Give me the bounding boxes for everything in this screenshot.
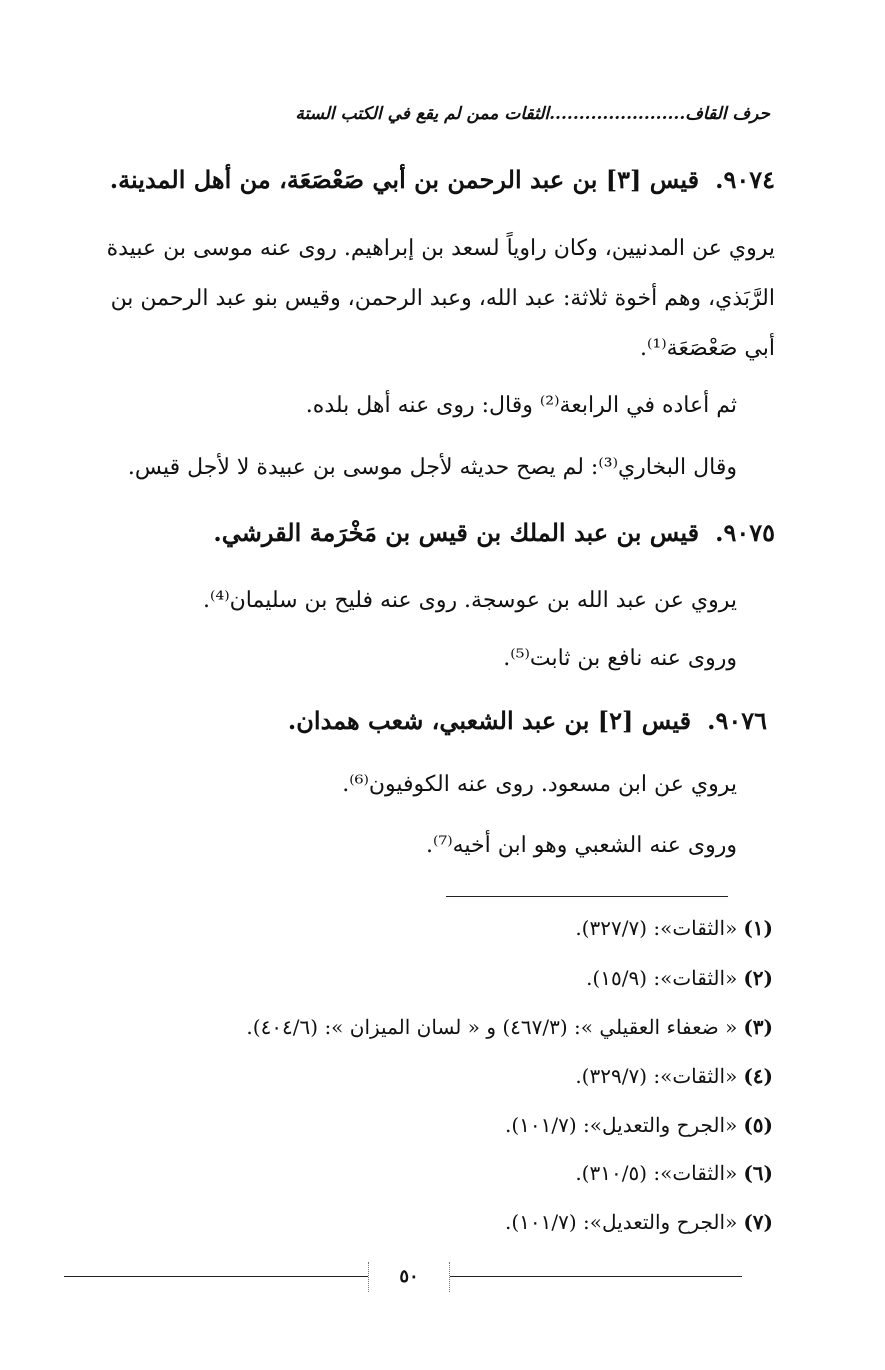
footnote: (٣)« ضعفاء العقيلي »: (٤٦٧/٣) و « لسان الميزان »: (٤٠٤/٦). (246, 1015, 773, 1039)
footnote: (٤)«الثقات»: (٣٢٩/٧). (575, 1064, 773, 1088)
entry-title: قيس [٣] بن عبد الرحمن بن أبي صَعْصَعَة، من أهل المدينة. (109, 165, 700, 194)
body-line: يروي عن ابن مسعود. روى عنه الكوفيون⁽⁶⁾. (342, 772, 737, 797)
body-line: يروي عن عبد الله بن عوسجة. روى عنه فليح بن سليمان⁽⁴⁾. (202, 588, 737, 613)
entry-heading (288, 706, 767, 735)
footnote: (٥)«الجرح والتعديل»: (١٠١/٧). (504, 1113, 773, 1137)
body-line: أبي صَعْصَعَة⁽¹⁾. (640, 336, 775, 361)
body-line: وقال البخاري⁽³⁾: لم يصح حديثه لأجل موسى بن عبيدة لا لأجل قيس. (127, 455, 737, 480)
entry-number: ٩٠٧٦. (707, 706, 767, 735)
page-number: ٥٠ (368, 1262, 450, 1292)
entry-title: قيس بن عبد الملك بن قيس بن مَخْرَمة القرشي. (213, 518, 700, 547)
body-line: ثم أعاده في الرابعة⁽²⁾ وقال: روى عنه أهل بلده. (305, 393, 737, 418)
body-line: وروى عنه نافع بن ثابت⁽⁵⁾. (503, 646, 737, 671)
footnote: (٦)«الثقات»: (٣١٠/٥). (575, 1161, 773, 1185)
entry-title: قيس [٢] بن عبد الشعبي، شعب همدان. (287, 706, 692, 735)
entry-number: ٩٠٧٥. (715, 518, 775, 547)
entry-heading (110, 165, 775, 194)
body-line: يروي عن المدنيين، وكان راوياً لسعد بن إبراهيم. روى عنه موسى بن عبيدة (106, 236, 775, 261)
footer-rule-left (64, 1276, 368, 1277)
body-line: وروى عنه الشعبي وهو ابن أخيه⁽⁷⁾. (425, 833, 737, 858)
running-header: حرف القاف.......................الثقات ممن لم يقع في الكتب الستة (295, 104, 770, 124)
footnote-separator (446, 896, 728, 897)
entry-heading (213, 518, 775, 547)
footnote: (١)«الثقات»: (٣٢٧/٧). (575, 916, 773, 940)
footnote: (٧)«الجرح والتعديل»: (١٠١/٧). (504, 1210, 773, 1234)
footnote: (٢)«الثقات»: (١٥/٩). (586, 966, 773, 990)
body-line: الرَّبَذي، وهم أخوة ثلاثة: عبد الله، وعبد الرحمن، وقيس بنو عبد الرحمن بن (110, 286, 775, 311)
entry-number: ٩٠٧٤. (715, 165, 775, 194)
footer-rule-right (448, 1276, 742, 1277)
